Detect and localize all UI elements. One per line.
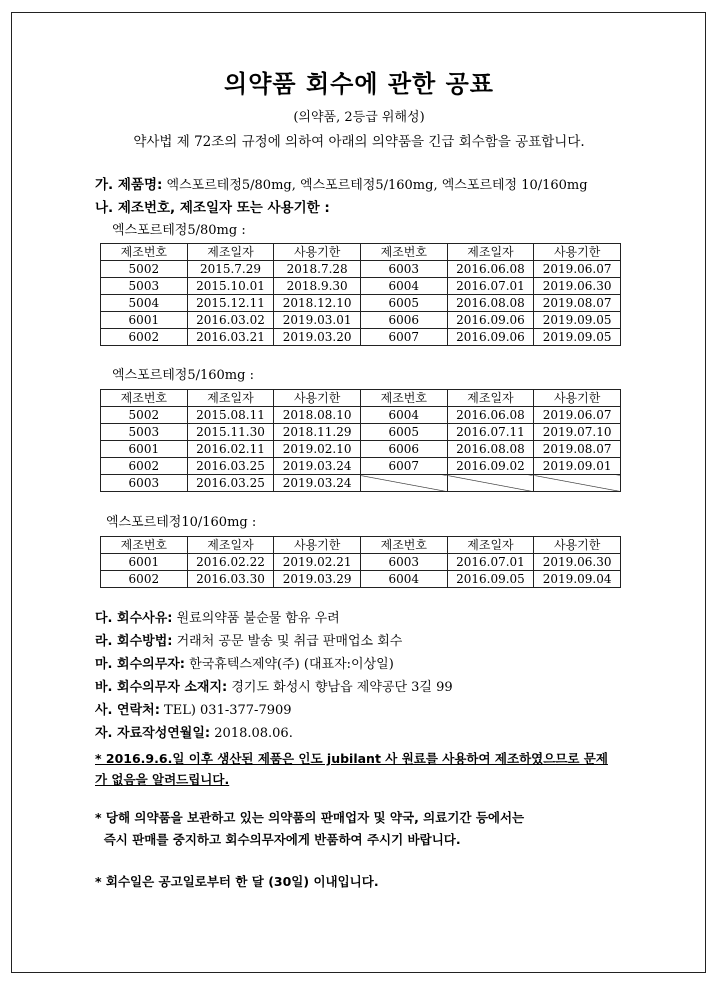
cell: 2019.06.07 [534,407,621,424]
cell: 2016.03.02 [187,312,274,329]
table-row [101,278,621,295]
cell: 2015.12.11 [187,295,274,312]
product-label: 가. 제품명: [95,177,163,193]
cell: 2016.03.21 [187,329,274,346]
header-lot-no: 제조번호 [101,390,188,407]
cell: 2016.09.02 [447,458,534,475]
cell: 6006 [360,312,447,329]
detail-label: 사. 연락처: [95,703,160,718]
product-line [95,173,588,193]
notice-stop-sale-line1: * 당해 의약품을 보관하고 있는 의약품의 판매업자 및 약국, 의료기간 등에서는 [95,810,525,825]
header-expiry: 사용기한 [274,244,361,261]
intro-statement: 약사법 제 72조의 규정에 의하여 아래의 의약품을 긴급 회수함을 공표합니다. [133,134,585,150]
detail-obligor [95,653,394,672]
table-row [101,571,621,588]
cell: 5002 [101,261,188,278]
table-row [101,475,621,492]
cell: 2016.03.30 [187,571,274,588]
header-mfg-date: 제조일자 [187,390,274,407]
table-row [101,458,621,475]
cell: 2019.07.10 [534,424,621,441]
detail-value: TEL) 031-377-7909 [159,703,292,718]
cell: 2019.03.24 [274,475,361,492]
detail-label: 바. 회수의무자 소재지: [95,680,228,695]
detail-method [95,630,402,649]
header-expiry: 사용기한 [534,537,621,554]
cell: 2019.09.05 [534,312,621,329]
cell: 6001 [101,312,188,329]
cell: 6001 [101,554,188,571]
cell: 2019.06.30 [534,278,621,295]
table-header-row [101,244,621,261]
cell: 2019.09.01 [534,458,621,475]
cell: 2016.02.22 [187,554,274,571]
page-title: 의약품 회수에 관한 공표 [224,70,494,98]
detail-value: 경기도 화성시 향남읍 제약공단 3길 99 [227,680,453,695]
cell: 2016.09.06 [447,312,534,329]
cell: 6003 [360,554,447,571]
cell: 5003 [101,278,188,295]
detail-label: 마. 회수의무자: [95,657,186,672]
cell: 2019.09.04 [534,571,621,588]
cell: 2019.03.24 [274,458,361,475]
cell: 6003 [101,475,188,492]
cell: 2016.03.25 [187,458,274,475]
table-2-product-name: 엑스포르테정5/160mg : [112,368,254,383]
table-header-row [101,537,621,554]
empty-cell [360,475,447,492]
cell: 6001 [101,441,188,458]
cell: 2016.08.08 [447,295,534,312]
header-mfg-date: 제조일자 [187,537,274,554]
detail-value: 2018.08.06. [210,726,293,741]
cell: 2016.07.01 [447,554,534,571]
cell: 2019.03.01 [274,312,361,329]
header-expiry: 사용기한 [534,390,621,407]
lot-table-5-160mg [100,389,621,492]
cell: 2015.08.11 [187,407,274,424]
table-row [101,261,621,278]
cell: 2019.03.20 [274,329,361,346]
detail-contact [95,699,292,718]
table-header-row [101,390,621,407]
table-row [101,441,621,458]
cell: 5002 [101,407,188,424]
cell: 2019.06.30 [534,554,621,571]
cell: 2016.06.08 [447,407,534,424]
detail-value: 거래처 공문 발송 및 취급 판매업소 회수 [172,634,403,649]
notice-recall-deadline: * 회수일은 공고일로부터 한 달 (30일) 이내입니다. [95,874,379,889]
cell: 2018.9.30 [274,278,361,295]
table-row [101,554,621,571]
cell: 2019.02.21 [274,554,361,571]
cell: 6006 [360,441,447,458]
notice-jubilant-line2: 가 없음을 알려드립니다. [95,772,230,787]
cell: 2019.08.07 [534,441,621,458]
cell: 2016.07.11 [447,424,534,441]
lots-heading: 나. 제조번호, 제조일자 또는 사용기한 : [95,200,330,216]
cell: 2016.02.11 [187,441,274,458]
detail-address [95,676,453,695]
notice-jubilant-line1: * 2016.9.6.일 이후 생산된 제품은 인도 jubilant 사 원료를 사용하여 제조하였으므로 문제 [95,751,608,766]
header-expiry: 사용기한 [274,390,361,407]
cell: 6002 [101,458,188,475]
cell: 2019.08.07 [534,295,621,312]
cell: 2019.03.29 [274,571,361,588]
header-mfg-date: 제조일자 [187,244,274,261]
header-mfg-date: 제조일자 [447,390,534,407]
header-expiry: 사용기한 [534,244,621,261]
cell: 2019.02.10 [274,441,361,458]
cell: 2016.03.25 [187,475,274,492]
cell: 6007 [360,458,447,475]
table-row [101,312,621,329]
cell: 2018.08.10 [274,407,361,424]
header-lot-no: 제조번호 [360,244,447,261]
header-lot-no: 제조번호 [360,390,447,407]
header-lot-no: 제조번호 [101,537,188,554]
notice-stop-sale-line2: 즉시 판매를 중지하고 회수의무자에게 반품하여 주시기 바랍니다. [95,832,461,847]
table-row [101,329,621,346]
table-row [101,407,621,424]
lot-table-10-160mg [100,536,621,588]
detail-label: 라. 회수방법: [95,634,173,649]
cell: 5003 [101,424,188,441]
detail-value: 한국휴텍스제약(주) (대표자:이상일) [185,657,394,672]
cell: 6003 [360,261,447,278]
header-mfg-date: 제조일자 [447,244,534,261]
cell: 2016.09.05 [447,571,534,588]
cell: 2016.09.06 [447,329,534,346]
header-expiry: 사용기한 [274,537,361,554]
cell: 6004 [360,278,447,295]
cell: 2015.11.30 [187,424,274,441]
header-mfg-date: 제조일자 [447,537,534,554]
cell: 2018.12.10 [274,295,361,312]
detail-reason [95,607,340,626]
cell: 5004 [101,295,188,312]
cell: 6004 [360,571,447,588]
cell: 2016.07.01 [447,278,534,295]
cell: 2019.09.05 [534,329,621,346]
cell: 6002 [101,329,188,346]
detail-label: 다. 회수사유: [95,611,173,626]
cell: 2015.10.01 [187,278,274,295]
table-1-product-name: 엑스포르테정5/80mg : [112,223,246,238]
cell: 6002 [101,571,188,588]
cell: 2018.11.29 [274,424,361,441]
cell: 2015.7.29 [187,261,274,278]
cell: 6004 [360,407,447,424]
cell: 2019.06.07 [534,261,621,278]
page-border [11,12,706,973]
cell: 6005 [360,295,447,312]
cell: 2018.7.28 [274,261,361,278]
cell: 6007 [360,329,447,346]
table-row [101,295,621,312]
cell: 2016.08.08 [447,441,534,458]
detail-value: 원료의약품 불순물 함유 우려 [172,611,340,626]
cell: 6005 [360,424,447,441]
header-lot-no: 제조번호 [360,537,447,554]
cell: 2016.06.08 [447,261,534,278]
detail-date [95,722,293,741]
table-row [101,424,621,441]
empty-cell [447,475,534,492]
header-lot-no: 제조번호 [101,244,188,261]
table-3-product-name: 엑스포르테정10/160mg : [106,515,257,530]
lot-table-5-80mg [100,243,621,346]
detail-label: 자. 자료작성연월일: [95,726,211,741]
product-value: 엑스포르테정5/80mg, 엑스포르테정5/160mg, 엑스포르테정 10/160mg [162,178,588,193]
empty-cell [534,475,621,492]
risk-grade-subtitle: (의약품, 2등급 위해성) [293,110,425,125]
